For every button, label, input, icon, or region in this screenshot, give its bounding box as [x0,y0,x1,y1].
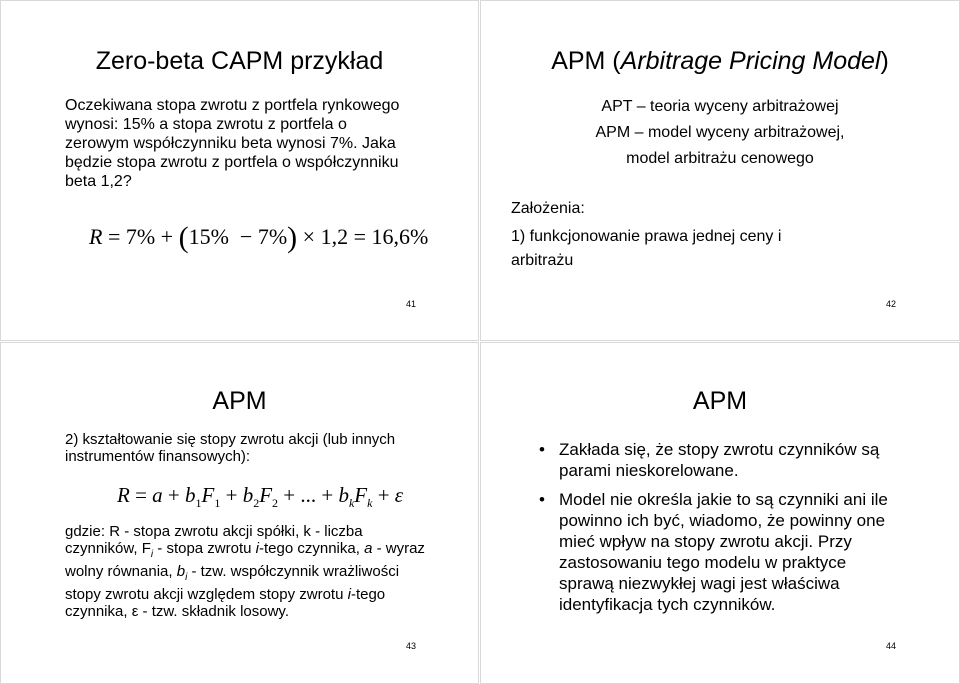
slide-41 [0,0,479,341]
point-2: 2) kształtowanie się stopy zwrotu akcji (lub innych instrumentów finansowych): [65,431,396,465]
slide-title: APM (Arbitrage Pricing Model) [551,47,889,75]
page-number: 44 [886,641,897,651]
slide-title: APM [692,387,748,415]
bullet-item: • Zakłada się, że stopy zwrotu czynników są parami nieskorelowane. [533,439,903,481]
slide-text: Oczekiwana stopa zwrotu z portfela rynkowego wynosi: 15% a stopa zwrotu z portfela o zerowym współczynniku beta wynosi 7%. Jaka będzie stopa zwrotu z portfela o współczynniku beta 1,2? [65,97,400,190]
page-number: 42 [886,299,897,309]
slide-title: APM [212,387,267,415]
page-number: 41 [406,299,417,309]
formula: R = 7% + (15% − 7%) × 1,2 = 16,6% [89,221,429,254]
page-number: 43 [406,641,417,651]
apm-formula: $R = a + b_1F_1 + b_2F_2$ + ... + $b_kF_k + \varepsilon$ [117,483,404,511]
model-line: model arbitrażu cenowego [626,150,814,167]
slide-44 [480,342,960,684]
apm-line: APM – model wyceny arbitrażowej, [595,124,845,141]
bullet-item: • Model nie określa jakie to są czynniki ani ile powinno ich być, wiadomo, że powinny one mieć wpływ na stopy zwrotu akcji. Przy zastosowaniu tego modelu w praktyce sprawą niezwykłej wagi jest właściwa identyfikacja tych czynników. [533,489,903,615]
slide-42 [480,0,960,341]
formula-description: gdzie: R - stopa zwrotu akcji spółki, k - liczba czynników, $F_i$ - stopa zwrotu i-tego czynnika, a - wyraz wolny równania, $b_i$ - tzw. współczynnik wrażliwości stopy zwrotu akcji względem stopy zwrotu i-tego czynnika, ε - tzw. składnik losowy. [65,523,425,620]
assumptions-label: Założenia: [511,200,585,217]
slide-43 [0,342,479,684]
assumption-1: 1) funkcjonowanie prawa jednej ceny i arbitrażu [511,228,782,269]
bullet-list [533,439,903,619]
apt-line: APT – teoria wyceny arbitrażowej [601,98,839,115]
slide-title: Zero-beta CAPM przykład [95,47,384,75]
